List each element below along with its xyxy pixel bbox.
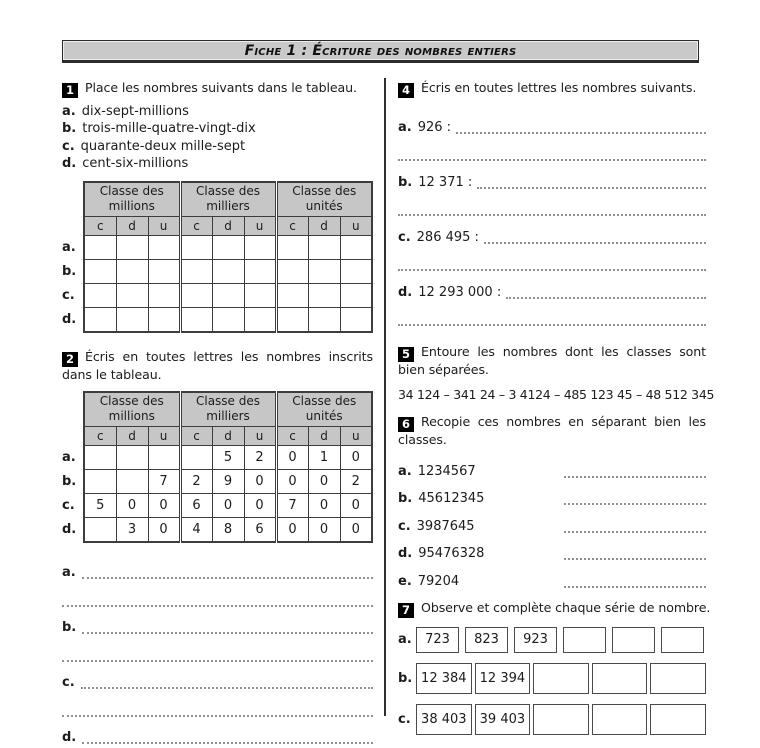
- ex6-statement: [398, 414, 706, 448]
- table-row-label: c.: [62, 288, 75, 304]
- answer-line: [62, 693, 373, 721]
- item-text: quarante-deux mille-sept: [80, 138, 246, 154]
- answer-line: [398, 110, 706, 138]
- ex7-statement-text: Observe et complète chaque série de nombre.: [421, 599, 711, 615]
- subheader-cell: u: [148, 427, 180, 446]
- series-label: c.: [398, 711, 411, 727]
- ex7-series-row-c: [398, 704, 706, 735]
- fillable-digit-cell[interactable]: [244, 308, 276, 332]
- fillable-digit-cell[interactable]: [276, 284, 308, 308]
- fillable-digit-cell[interactable]: [308, 308, 340, 332]
- digit-cell: 5: [84, 494, 116, 518]
- list-item: [62, 138, 373, 155]
- digit-cell: 0: [276, 470, 308, 494]
- series-empty-box[interactable]: [650, 704, 706, 735]
- ex6-items: [398, 454, 706, 592]
- copy-number-row: [398, 537, 706, 565]
- right-column: [398, 80, 715, 735]
- subheader-cell: c: [180, 217, 212, 236]
- subheader-cell: c: [276, 217, 308, 236]
- fillable-digit-cell[interactable]: [212, 284, 244, 308]
- number-to-copy: 79204: [417, 573, 460, 589]
- item-label: b.: [398, 491, 413, 506]
- fillable-digit-cell[interactable]: [276, 236, 308, 260]
- answer-line: [62, 721, 373, 748]
- fillable-digit-cell[interactable]: [340, 260, 372, 284]
- fillable-digit-cell[interactable]: [84, 236, 116, 260]
- fillable-digit-cell[interactable]: [148, 236, 180, 260]
- ex2-statement: [62, 349, 373, 383]
- fillable-digit-cell[interactable]: [180, 284, 212, 308]
- answer-line: [398, 248, 706, 276]
- subheader-cell: u: [148, 217, 180, 236]
- table-row-label: a.: [62, 240, 76, 256]
- series-label: b.: [398, 670, 413, 686]
- digit-cell: 1: [308, 446, 340, 470]
- subheader-cell: c: [84, 217, 116, 236]
- row-label-spacer: [62, 217, 84, 236]
- class-header-cell: Classe des unités: [276, 182, 372, 217]
- series-empty-box[interactable]: [592, 663, 648, 694]
- series-empty-box[interactable]: [661, 627, 704, 653]
- fillable-digit-cell[interactable]: [148, 260, 180, 284]
- subheader-cell: u: [244, 427, 276, 446]
- digit-cell: 0: [308, 470, 340, 494]
- copy-number-row: [398, 482, 706, 510]
- ex1-statement: [62, 80, 373, 98]
- subheader-cell: d: [116, 217, 148, 236]
- item-text: trois-mille-quatre-vingt-dix: [82, 121, 256, 137]
- series-value-box: 823: [465, 627, 508, 653]
- digit-cell: 9: [212, 470, 244, 494]
- ex5-statement: [398, 344, 706, 378]
- digit-cell: 7: [148, 470, 180, 494]
- digit-cell: 0: [244, 494, 276, 518]
- item-text: dix-sept-millions: [81, 104, 189, 119]
- fillable-digit-cell[interactable]: [340, 284, 372, 308]
- ex7-series-row-b: [398, 663, 706, 694]
- ex1-place-value-table: [62, 181, 373, 333]
- fillable-digit-cell[interactable]: [244, 236, 276, 260]
- answer-label: b.: [62, 620, 77, 636]
- column-divider: [384, 78, 386, 716]
- ex5-number-badge: 5: [398, 347, 414, 362]
- ex4-number-badge: 4: [398, 83, 414, 98]
- series-value-box: 38 403: [416, 704, 472, 735]
- class-header-cell: Classe des unités: [276, 392, 372, 427]
- digit-cell: [116, 446, 148, 470]
- answer-line: [398, 165, 706, 193]
- digit-cell: 6: [180, 494, 212, 518]
- series-empty-box[interactable]: [533, 663, 589, 694]
- fillable-digit-cell[interactable]: [180, 236, 212, 260]
- series-value-box: 923: [514, 627, 557, 653]
- answer-dotted-line[interactable]: [398, 268, 706, 271]
- row-label-spacer: [62, 427, 84, 446]
- answer-dotted-line[interactable]: [564, 585, 706, 588]
- row-label-spacer: [62, 182, 84, 217]
- digit-cell: 0: [340, 518, 372, 542]
- series-value-box: 39 403: [475, 704, 531, 735]
- fillable-digit-cell[interactable]: [180, 260, 212, 284]
- digit-cell: 0: [308, 518, 340, 542]
- subheader-cell: d: [308, 217, 340, 236]
- item-label: a.: [398, 463, 412, 479]
- answer-label: d.: [398, 284, 413, 300]
- ex2-statement-text: Écris en toutes lettres les nombres inscrits dans le tableau.: [62, 348, 373, 382]
- fillable-digit-cell[interactable]: [308, 236, 340, 260]
- digit-cell: [116, 470, 148, 494]
- digit-cell: 0: [308, 494, 340, 518]
- item-label: d.: [62, 156, 77, 172]
- number-to-copy: 95476328: [418, 546, 485, 561]
- answer-dotted-line[interactable]: [456, 131, 706, 134]
- digit-cell: 2: [180, 470, 212, 494]
- number-to-write: 12 371 :: [418, 174, 473, 190]
- digit-cell: 0: [148, 518, 180, 542]
- fillable-digit-cell[interactable]: [116, 236, 148, 260]
- fillable-digit-cell[interactable]: [276, 260, 308, 284]
- digit-cell: 7: [276, 494, 308, 518]
- answer-dotted-line[interactable]: [484, 241, 706, 244]
- answer-line: [62, 583, 373, 611]
- item-label: e.: [398, 573, 412, 589]
- ex4-statement-text: Écris en toutes lettres les nombres suivants.: [421, 80, 697, 95]
- fillable-digit-cell[interactable]: [116, 308, 148, 332]
- number-to-write: 926 :: [417, 119, 452, 135]
- digit-cell: 5: [212, 446, 244, 470]
- answer-line: [398, 220, 706, 248]
- number-to-copy: 3987645: [416, 518, 475, 534]
- subheader-cell: u: [340, 217, 372, 236]
- series-empty-box[interactable]: [563, 627, 606, 653]
- fillable-digit-cell[interactable]: [340, 308, 372, 332]
- fillable-digit-cell[interactable]: [244, 260, 276, 284]
- fillable-digit-cell[interactable]: [148, 284, 180, 308]
- item-text: cent-six-millions: [82, 156, 189, 172]
- series-value-box: 12 384: [416, 663, 472, 694]
- fillable-digit-cell[interactable]: [276, 308, 308, 332]
- ex5-numbers-line[interactable]: 34 124 – 341 24 – 3 4124 – 485 123 45 – 48 512 345: [398, 387, 715, 402]
- series-value-box: 12 394: [475, 663, 531, 694]
- answer-line: [62, 666, 373, 694]
- fillable-digit-cell[interactable]: [84, 284, 116, 308]
- answer-dotted-line[interactable]: [62, 604, 373, 607]
- fillable-digit-cell[interactable]: [212, 260, 244, 284]
- answer-dotted-line[interactable]: [564, 557, 706, 560]
- answer-dotted-line[interactable]: [564, 475, 706, 478]
- digit-cell: 3: [116, 518, 148, 542]
- fillable-digit-cell[interactable]: [84, 308, 116, 332]
- digit-cell: 0: [340, 446, 372, 470]
- item-label: c.: [62, 138, 75, 154]
- fillable-digit-cell[interactable]: [340, 236, 372, 260]
- number-to-copy: 45612345: [418, 491, 485, 506]
- table-row-label: c.: [62, 498, 75, 514]
- class-header-cell: Classe des milliers: [180, 392, 276, 427]
- fillable-digit-cell[interactable]: [116, 284, 148, 308]
- digit-cell: [84, 470, 116, 494]
- ex1-statement-text: Place les nombres suivants dans le tableau.: [85, 80, 357, 95]
- place-value-table: [62, 181, 373, 333]
- ex6-number-badge: 6: [398, 417, 414, 432]
- digit-cell: [180, 446, 212, 470]
- answer-label: a.: [398, 119, 412, 135]
- subheader-cell: c: [180, 427, 212, 446]
- fillable-digit-cell[interactable]: [212, 308, 244, 332]
- answer-dotted-line[interactable]: [62, 659, 373, 662]
- ex4-statement: [398, 80, 706, 98]
- list-item: [62, 120, 373, 137]
- subheader-cell: d: [308, 427, 340, 446]
- series-empty-box[interactable]: [533, 704, 589, 735]
- answer-line: [398, 138, 706, 166]
- copy-number-row: [398, 564, 706, 592]
- answer-dotted-line[interactable]: [564, 502, 706, 505]
- subheader-cell: c: [276, 427, 308, 446]
- worksheet-title: Fiche 1 : Écriture des nombres entiers: [244, 42, 517, 59]
- place-value-table: [62, 391, 373, 543]
- series-empty-box[interactable]: [592, 704, 648, 735]
- answer-label: c.: [398, 229, 411, 245]
- ex6-statement-text: Recopie ces nombres en séparant bien les classes.: [398, 414, 706, 447]
- answer-label: b.: [398, 174, 413, 190]
- series-value-box: 723: [416, 627, 459, 653]
- answer-label: c.: [62, 675, 75, 691]
- answer-dotted-line[interactable]: [398, 158, 706, 161]
- answer-dotted-line[interactable]: [506, 296, 706, 299]
- fillable-digit-cell[interactable]: [244, 284, 276, 308]
- copy-number-row: [398, 454, 706, 482]
- answer-line: [62, 611, 373, 639]
- answer-dotted-line[interactable]: [82, 576, 373, 579]
- fillable-digit-cell[interactable]: [116, 260, 148, 284]
- digit-cell: [84, 518, 116, 542]
- digit-cell: 8: [212, 518, 244, 542]
- fillable-digit-cell[interactable]: [212, 236, 244, 260]
- ex2-answer-lines: [62, 556, 373, 748]
- fillable-digit-cell[interactable]: [308, 284, 340, 308]
- class-header-cell: Classe des milliers: [180, 182, 276, 217]
- digit-cell: 4: [180, 518, 212, 542]
- digit-cell: 6: [244, 518, 276, 542]
- answer-dotted-line[interactable]: [477, 186, 706, 189]
- subheader-cell: d: [116, 427, 148, 446]
- answer-label: a.: [62, 565, 76, 581]
- subheader-cell: u: [340, 427, 372, 446]
- subheader-cell: d: [212, 217, 244, 236]
- class-header-cell: Classe des millions: [84, 392, 180, 427]
- answer-line: [398, 275, 706, 303]
- fillable-digit-cell[interactable]: [84, 260, 116, 284]
- number-to-write: 12 293 000 :: [418, 284, 502, 300]
- digit-cell: 0: [244, 470, 276, 494]
- digit-cell: 0: [276, 518, 308, 542]
- class-header-cell: Classe des millions: [84, 182, 180, 217]
- digit-cell: 0: [276, 446, 308, 470]
- digit-cell: [84, 446, 116, 470]
- digit-cell: 0: [212, 494, 244, 518]
- digit-cell: 0: [116, 494, 148, 518]
- worksheet-header-bar: [62, 40, 699, 63]
- ex7-number-badge: 7: [398, 603, 414, 618]
- list-item: [62, 103, 373, 120]
- answer-dotted-line[interactable]: [398, 323, 706, 326]
- digit-cell: 2: [340, 470, 372, 494]
- subheader-cell: c: [84, 427, 116, 446]
- list-item: [62, 155, 373, 172]
- digit-cell: 0: [148, 494, 180, 518]
- table-row-label: b.: [62, 474, 77, 490]
- number-to-write: 286 495 :: [416, 229, 479, 245]
- answer-line: [398, 303, 706, 331]
- item-label: c.: [398, 518, 411, 534]
- series-empty-box[interactable]: [650, 663, 706, 694]
- answer-label: d.: [62, 730, 77, 746]
- item-label: d.: [398, 546, 413, 561]
- digit-cell: 0: [340, 494, 372, 518]
- row-label-spacer: [62, 392, 84, 427]
- ex7-series-row-a: [398, 627, 706, 653]
- table-row-label: d.: [62, 312, 77, 328]
- answer-dotted-line[interactable]: [398, 213, 706, 216]
- fillable-digit-cell[interactable]: [180, 308, 212, 332]
- answer-dotted-line[interactable]: [81, 686, 373, 689]
- item-label: b.: [62, 121, 77, 137]
- digit-cell: 2: [244, 446, 276, 470]
- table-row-label: b.: [62, 264, 77, 280]
- fillable-digit-cell[interactable]: [308, 260, 340, 284]
- ex1-word-list: [62, 103, 373, 173]
- answer-dotted-line[interactable]: [564, 530, 706, 533]
- answer-line: [398, 193, 706, 221]
- answer-line: [62, 556, 373, 584]
- left-column: [62, 80, 373, 748]
- table-row-label: d.: [62, 522, 77, 538]
- number-to-copy: 1234567: [417, 463, 476, 479]
- ex2-place-value-table: [62, 391, 373, 543]
- item-label: a.: [62, 104, 76, 119]
- ex4-answer-lines: [398, 110, 706, 330]
- ex1-number-badge: 1: [62, 83, 78, 98]
- copy-number-row: [398, 509, 706, 537]
- fillable-digit-cell[interactable]: [148, 308, 180, 332]
- answer-dotted-line[interactable]: [62, 714, 373, 717]
- digit-cell: [148, 446, 180, 470]
- answer-dotted-line[interactable]: [82, 631, 373, 634]
- ex7-statement: [398, 599, 711, 618]
- table-row-label: a.: [62, 450, 76, 466]
- ex2-number-badge: 2: [62, 352, 78, 367]
- series-empty-box[interactable]: [612, 627, 655, 653]
- answer-line: [62, 638, 373, 666]
- series-label: a.: [398, 632, 412, 647]
- subheader-cell: u: [244, 217, 276, 236]
- answer-dotted-line[interactable]: [82, 741, 373, 744]
- subheader-cell: d: [212, 427, 244, 446]
- ex5-statement-text: Entoure les nombres dont les classes sont bien séparées.: [398, 344, 706, 377]
